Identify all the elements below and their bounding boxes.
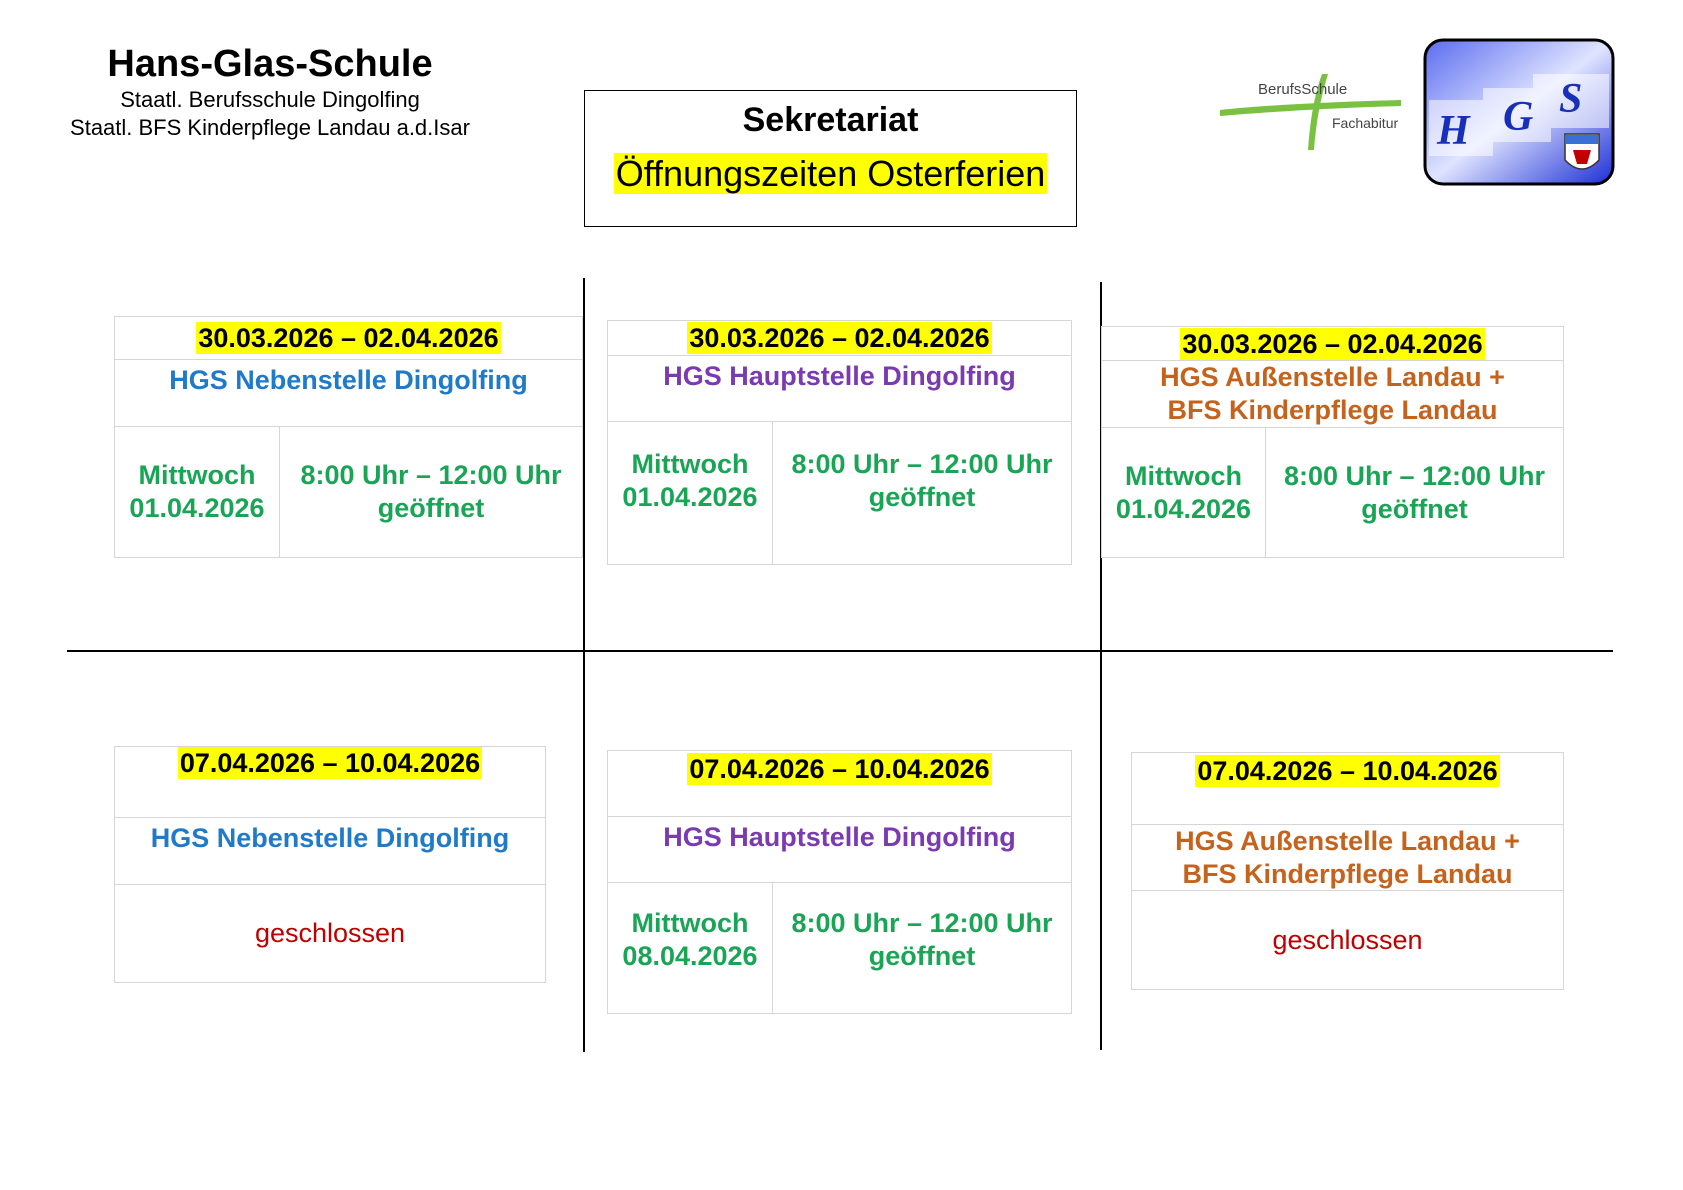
closed-status: geschlossen	[254, 918, 406, 948]
card-hours-row	[115, 427, 582, 557]
date-range: 30.03.2026 – 02.04.2026	[689, 323, 990, 353]
day-cell	[1102, 428, 1266, 557]
school-subtitle-1: Staatl. Berufsschule Dingolfing	[120, 87, 420, 112]
card-location-row	[608, 817, 1071, 883]
card-week2-aussenstelle	[1131, 752, 1564, 990]
card-week1-hauptstelle	[607, 320, 1072, 565]
school-name: Hans-Glas-Schule	[107, 43, 433, 85]
day-cell	[608, 422, 773, 564]
page-subtitle	[585, 151, 1076, 197]
card-location-row	[1102, 361, 1563, 428]
day-date: 08.04.2026	[622, 941, 758, 971]
card-hours-row	[115, 885, 545, 982]
closed-status: geschlossen	[1272, 924, 1423, 955]
opening-time: 8:00 Uhr – 12:00 Uhr	[791, 908, 1053, 938]
opening-time: 8:00 Uhr – 12:00 Uhr	[300, 460, 562, 490]
time-cell	[280, 459, 582, 525]
date-range: 07.04.2026 – 10.04.2026	[1197, 756, 1498, 786]
hgs-letter-g: G	[1503, 94, 1534, 140]
page-subtitle-text: Öffnungszeiten Osterferien	[615, 153, 1046, 194]
logo-cross-horizontal	[1220, 100, 1401, 116]
date-range: 07.04.2026 – 10.04.2026	[179, 748, 481, 778]
hgs-letter-h: H	[1437, 108, 1470, 154]
card-location-row	[1132, 825, 1563, 891]
page-title: Sekretariat	[742, 101, 919, 139]
open-status: geöffnet	[868, 482, 976, 512]
location-name: HGS Nebenstelle Dingolfing	[150, 823, 510, 853]
card-date-row	[1132, 753, 1563, 825]
day-date: 01.04.2026	[1115, 493, 1252, 524]
location-name: HGS Nebenstelle Dingolfing	[169, 365, 528, 395]
hgs-letter-s: S	[1559, 76, 1583, 122]
open-status: geöffnet	[1361, 493, 1468, 524]
open-status: geöffnet	[377, 493, 485, 523]
card-hours-row	[1132, 891, 1563, 989]
time-cell	[773, 449, 1071, 514]
logo-text-berufsschule: BerufsSchule	[1258, 81, 1348, 98]
date-range: 07.04.2026 – 10.04.2026	[689, 754, 990, 784]
weekday: Mittwoch	[1125, 460, 1242, 491]
opening-time: 8:00 Uhr – 12:00 Uhr	[1283, 460, 1546, 491]
card-date-row	[115, 747, 545, 818]
date-range: 30.03.2026 – 02.04.2026	[1182, 328, 1483, 359]
weekday: Mittwoch	[631, 908, 749, 938]
day-date: 01.04.2026	[622, 482, 758, 512]
location-name: HGS Hauptstelle Dingolfing	[663, 361, 1016, 391]
card-week2-hauptstelle	[607, 750, 1072, 1014]
card-location-row	[115, 818, 545, 885]
berufsschule-logo	[1218, 66, 1403, 152]
school-header	[30, 42, 510, 142]
opening-time: 8:00 Uhr – 12:00 Uhr	[791, 449, 1053, 479]
time-cell	[773, 908, 1071, 973]
day-cell	[608, 883, 773, 1013]
day-date: 01.04.2026	[129, 493, 265, 523]
divider-vertical-1	[583, 278, 585, 1052]
location-name-line2: BFS Kinderpflege Landau	[1167, 395, 1498, 425]
location-name: HGS Hauptstelle Dingolfing	[663, 822, 1016, 852]
date-range: 30.03.2026 – 02.04.2026	[198, 323, 499, 353]
card-week1-aussenstelle	[1101, 326, 1564, 558]
school-subtitle-2: Staatl. BFS Kinderpflege Landau a.d.Isar	[70, 115, 470, 140]
coat-of-arms-icon	[1565, 134, 1599, 169]
card-date-row	[608, 751, 1071, 817]
open-status: geöffnet	[868, 941, 976, 971]
weekday: Mittwoch	[138, 460, 256, 490]
logo-text-fachabitur: Fachabitur	[1332, 115, 1399, 131]
card-hours-row	[608, 422, 1071, 564]
card-date-row	[115, 317, 582, 360]
location-name-line2: BFS Kinderpflege Landau	[1182, 858, 1513, 889]
card-date-row	[1102, 327, 1563, 361]
day-cell	[115, 427, 280, 557]
time-cell	[1266, 460, 1563, 526]
title-box	[584, 90, 1077, 227]
card-date-row	[608, 321, 1071, 356]
card-location-row	[115, 360, 582, 427]
card-hours-row	[608, 883, 1071, 1013]
divider-horizontal	[67, 650, 1613, 652]
location-name-line1: HGS Außenstelle Landau +	[1175, 825, 1520, 856]
card-location-row	[608, 356, 1071, 422]
card-week1-nebenstelle	[114, 316, 583, 558]
weekday: Mittwoch	[631, 449, 749, 479]
card-week2-nebenstelle	[114, 746, 546, 983]
hgs-logo	[1423, 38, 1615, 186]
card-hours-row	[1102, 428, 1563, 557]
location-name-line1: HGS Außenstelle Landau +	[1160, 362, 1505, 392]
